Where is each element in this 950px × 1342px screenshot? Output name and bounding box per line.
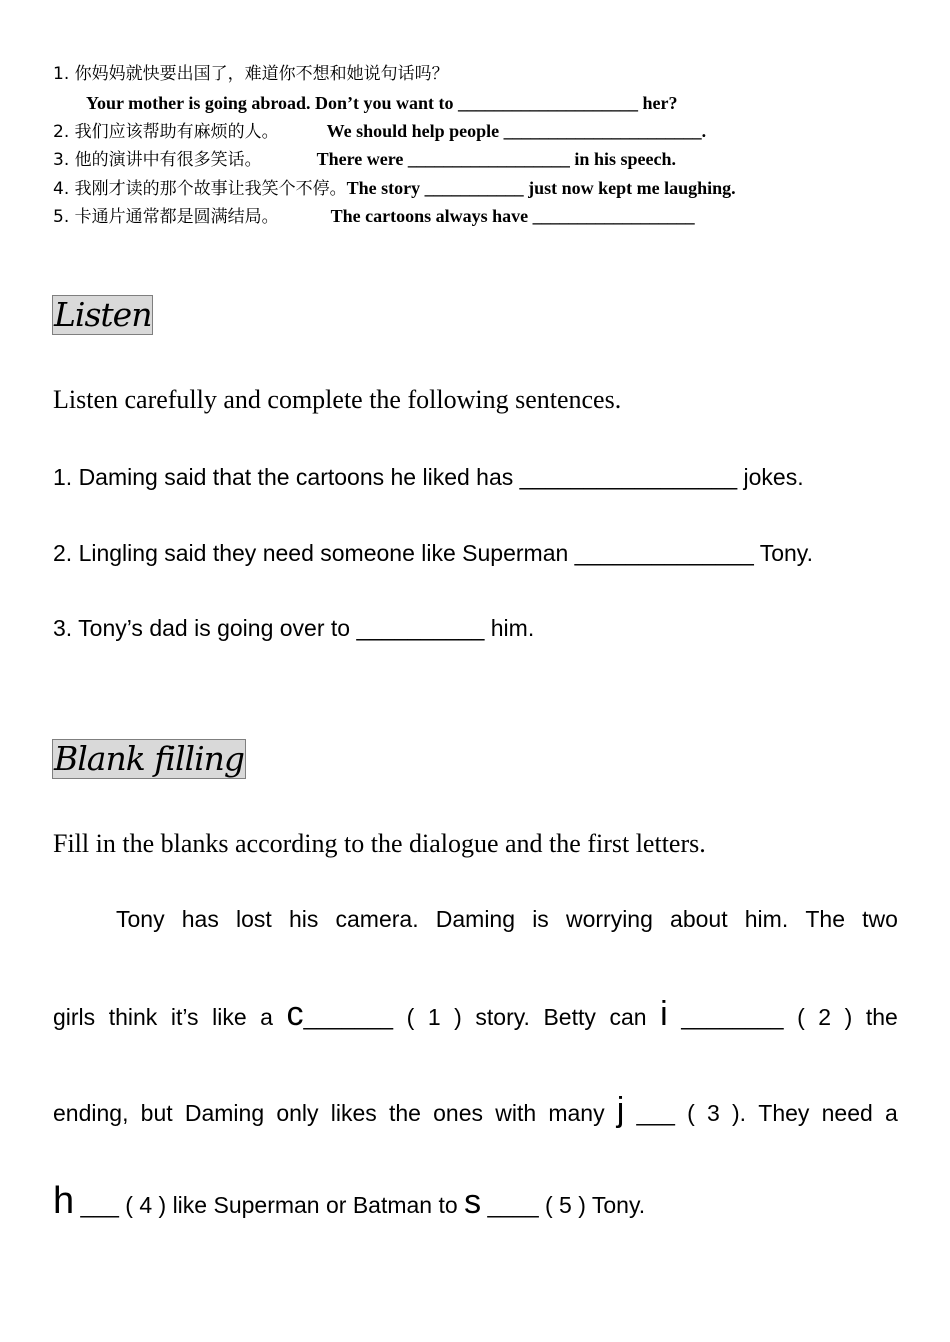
passage-word: ones — [433, 1100, 484, 1126]
translation-cn-5: 5. 卡通片通常都是圆满结局。 — [53, 207, 279, 227]
passage-text: ____ ( 5 ) Tony. — [487, 1192, 646, 1218]
listen-question-3: 3. Tony’s dad is going over to __________ him. — [53, 615, 535, 641]
translation-en-5: The cartoons always have __________________ — [330, 206, 695, 226]
passage-word: need — [821, 1100, 873, 1126]
passage-word: ). — [732, 1100, 747, 1126]
translation-item-3 — [53, 148, 676, 171]
translation-item-1 — [53, 62, 449, 85]
passage-word: has — [181, 906, 219, 932]
passage-word: lost — [236, 906, 272, 932]
blank-filling-instruction: Fill in the blanks according to the dialogue and the first letters. — [53, 829, 706, 858]
passage-word: a — [260, 1004, 273, 1030]
translation-en-3: There were __________________ in his speech. — [316, 149, 676, 169]
passage-word: 2 — [818, 1004, 832, 1030]
translation-en-4: The story ___________ just now kept me laughing. — [346, 178, 736, 198]
passage-word: Daming — [184, 1100, 265, 1126]
passage-word: 1 — [427, 1004, 441, 1030]
passage-text: ___ ( 4 ) like Superman or Batman to — [80, 1192, 458, 1218]
passage-word: think — [108, 1004, 158, 1030]
passage-word: worrying — [565, 906, 653, 932]
passage-line-1 — [116, 906, 898, 933]
translation-cn-3: 3. 他的演讲中有很多笑话。 — [53, 150, 262, 170]
listen-section-title: Listen — [54, 295, 152, 334]
blank-2: ________ — [681, 1004, 784, 1030]
listen-question-2: 2. Lingling said they need someone like Superman ______________ Tony. — [53, 540, 813, 566]
passage-word: likes — [330, 1100, 377, 1126]
translation-cn-1: 1. 你妈妈就快要出国了，难道你不想和她说句话吗？ — [53, 64, 449, 84]
passage-word: two — [862, 906, 898, 932]
passage-word: about — [670, 906, 728, 932]
passage-line-2 — [53, 995, 898, 1034]
first-letter-4: h — [53, 1180, 75, 1222]
translation-cn-4: 4. 我刚才读的那个故事让我笑个不停。 — [53, 179, 347, 199]
passage-word: girls — [53, 1004, 96, 1030]
passage-word: a — [884, 1100, 898, 1126]
passage-word: only — [276, 1100, 319, 1126]
passage-word: like — [212, 1004, 247, 1030]
listen-instruction: Listen carefully and complete the following sentences. — [53, 385, 622, 414]
passage-word: Betty — [543, 1004, 596, 1030]
translation-en-2: We should help people ______________________. — [326, 121, 707, 141]
passage-line-4 — [53, 1180, 898, 1223]
first-letter-3: j — [616, 1091, 625, 1129]
passage-word: many — [548, 1100, 605, 1126]
passage-word: the — [865, 1004, 898, 1030]
first-letter-2: i — [660, 995, 668, 1033]
translation-item-5 — [53, 205, 695, 228]
passage-word: ) — [454, 1004, 462, 1030]
passage-word: The — [805, 906, 846, 932]
passage-word: is — [532, 906, 549, 932]
passage-word: him. — [744, 906, 789, 932]
blank-1-prompt — [287, 995, 394, 1034]
passage-word: Tony — [116, 906, 165, 932]
passage-word: They — [758, 1100, 810, 1126]
passage-word: can — [609, 1004, 647, 1030]
passage-word: the — [388, 1100, 421, 1126]
passage-word: ending, — [53, 1100, 129, 1126]
passage-word: ( — [687, 1100, 695, 1126]
blank-3: ___ — [636, 1100, 675, 1126]
first-letter-5: s — [464, 1183, 482, 1221]
translation-en-1: Your mother is going abroad. Don’t you want to ____________________ her? — [86, 93, 678, 113]
passage-word: camera. — [335, 906, 419, 932]
passage-word: ( — [797, 1004, 805, 1030]
passage-word: his — [288, 906, 319, 932]
passage-word: ) — [844, 1004, 853, 1030]
blank-filling-section-title: Blank filling — [54, 739, 245, 778]
passage-word: but — [140, 1100, 173, 1126]
translation-item-4 — [53, 177, 736, 200]
blank-1: _______ — [303, 1004, 394, 1030]
passage-word: with — [495, 1100, 537, 1126]
passage-line-3 — [53, 1091, 898, 1130]
passage-word: story. — [475, 1004, 530, 1030]
passage-word: Daming — [435, 906, 516, 932]
translation-item-2 — [53, 120, 706, 143]
translation-item-1-en-line — [86, 92, 678, 114]
first-letter-1: c — [286, 995, 304, 1033]
passage-word: 3 — [707, 1100, 720, 1126]
listen-question-1: 1. Daming said that the cartoons he liked has _________________ jokes. — [53, 464, 804, 490]
passage-word: it’s — [170, 1004, 199, 1030]
translation-cn-2: 2. 我们应该帮助有麻烦的人。 — [53, 122, 279, 142]
passage-word: ( — [406, 1004, 415, 1030]
